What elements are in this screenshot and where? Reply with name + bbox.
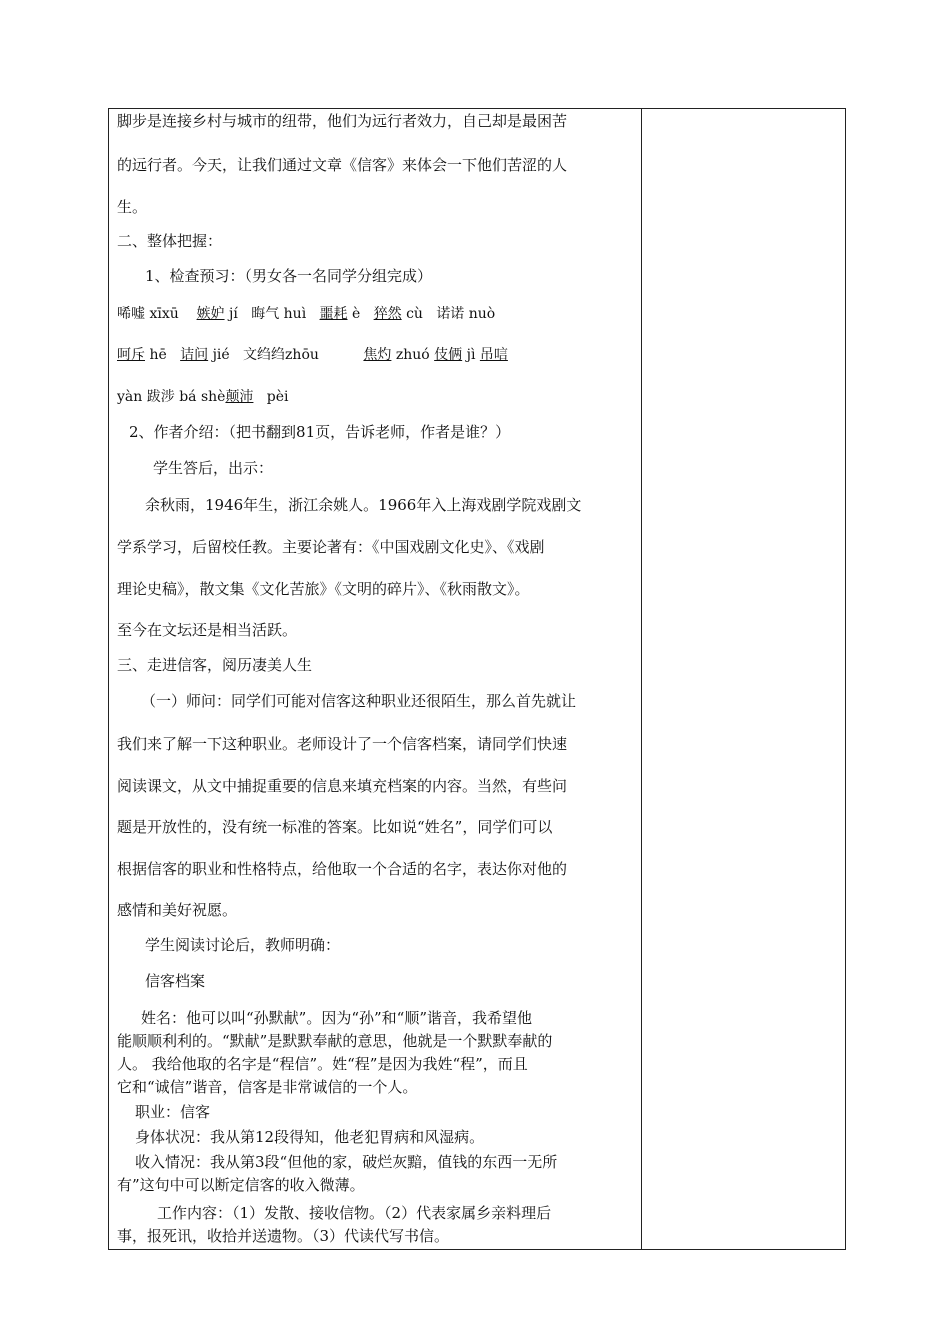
text-line: 2、作者介绍：（把书翻到81页，告诉老师，作者是谁？） (129, 423, 511, 441)
text-line: 学生答后，出示： (153, 459, 274, 477)
text-line: 人。 我给他取的名字是“程信”。姓“程”是因为我姓“程”，而且 (117, 1055, 528, 1073)
pinyin: zhuó (395, 347, 430, 363)
word: 猝然 (373, 306, 402, 322)
word: 伎俩 (434, 347, 463, 363)
word: 焦灼 (363, 347, 392, 363)
pinyin: nuò (468, 306, 496, 322)
pinyin: jì (466, 347, 476, 363)
word: 晦气 (251, 306, 280, 322)
text-line: 学系学习，后留校任教。主要论著有：《中国戏剧文化史》、《戏剧 (117, 538, 545, 556)
word: 吊唁 (479, 347, 508, 363)
subheading: 信客档案 (145, 972, 206, 990)
word: 颠沛 (225, 389, 254, 405)
word: 唏嘘 (117, 306, 145, 322)
text-line: 理论史稿》，散文集《文化苦旅》《文明的碎片》、《秋雨散文》。 (117, 580, 530, 598)
pinyin: jié (212, 347, 230, 363)
pinyin: yàn (117, 389, 143, 405)
pinyin: pèi (266, 389, 289, 405)
text-line: 余秋雨，1946年生，浙江余姚人。1966年入上海戏剧学院戏剧文 (145, 496, 582, 514)
text-line: 生。 (117, 198, 148, 216)
word: 文绉绉 (243, 347, 286, 363)
pinyin-row-1 (117, 304, 495, 324)
pinyin: bá shè (179, 389, 226, 405)
text-line: 的远行者。今天，让我们通过文章《信客》来体会一下他们苦涩的人 (117, 156, 568, 174)
text-line: 收入情况：我从第3段“但他的家，破烂灰黯，值钱的东西一无所 (135, 1153, 558, 1171)
pinyin-row-3 (117, 387, 289, 407)
section-heading: 二、整体把握： (117, 232, 223, 250)
section-heading: 三、走进信客，阅历凄美人生 (117, 656, 313, 674)
text-line: 有”这句中可以断定信客的收入微薄。 (117, 1176, 365, 1194)
word: 嫉妒 (196, 306, 225, 322)
text-line: 身体状况：我从第12段得知，他老犯胃病和风湿病。 (135, 1128, 485, 1146)
text-line: 根据信客的职业和性格特点，给他取一个合适的名字，表达你对他的 (117, 860, 568, 878)
text-line: （一）师问：同学们可能对信客这种职业还很陌生，那么首先就让 (141, 692, 577, 710)
pinyin: xīxū (149, 306, 179, 322)
text-line: 我们来了解一下这种职业。老师设计了一个信客档案，请同学们快速 (117, 735, 568, 753)
word: 诘问 (180, 347, 209, 363)
text-line: 工作内容：（1）发散、接收信物。（2）代表家属乡亲料理后 (157, 1204, 552, 1222)
pinyin: huì (283, 306, 307, 322)
pinyin: hē (149, 347, 167, 363)
word: 诺诺 (436, 306, 465, 322)
text-line: 学生阅读讨论后，教师明确： (145, 936, 341, 954)
text-line: 脚步是连接乡村与城市的纽带，他们为远行者效力，自己却是最困苦 (117, 112, 568, 130)
word: 呵斥 (117, 347, 145, 363)
text-line: 题是开放性的，没有统一标准的答案。比如说“姓名”，同学们可以 (117, 818, 553, 836)
text-line: 事，报死讯，收拾并送遗物。（3）代读代写书信。 (117, 1227, 450, 1245)
column-divider (641, 109, 642, 1249)
text-line: 感情和美好祝愿。 (117, 901, 238, 919)
lesson-table (108, 108, 846, 1250)
text-line: 至今在文坛还是相当活跃。 (117, 621, 298, 639)
text-line: 1、检查预习：（男女各一名同学分组完成） (145, 267, 433, 285)
word: 跋涉 (146, 389, 175, 405)
text-line: 阅读课文，从文中捕捉重要的信息来填充档案的内容。当然，有些问 (117, 777, 568, 795)
pinyin: zhōu (285, 347, 319, 363)
text-line: 姓名：他可以叫“孙默献”。因为“孙”和“顺”谐音，我希望他 (141, 1009, 533, 1027)
pinyin: cù (406, 306, 423, 322)
pinyin: jí (229, 306, 238, 322)
word: 噩耗 (319, 306, 348, 322)
pinyin-row-2 (117, 345, 508, 365)
text-line: 它和“诚信”谐音，信客是非常诚信的一个人。 (117, 1078, 418, 1096)
text-line: 职业：信客 (135, 1103, 211, 1121)
text-line: 能顺顺利利的。“默献”是默默奉献的意思，他就是一个默默奉献的 (117, 1032, 553, 1050)
pinyin: è (351, 306, 361, 322)
